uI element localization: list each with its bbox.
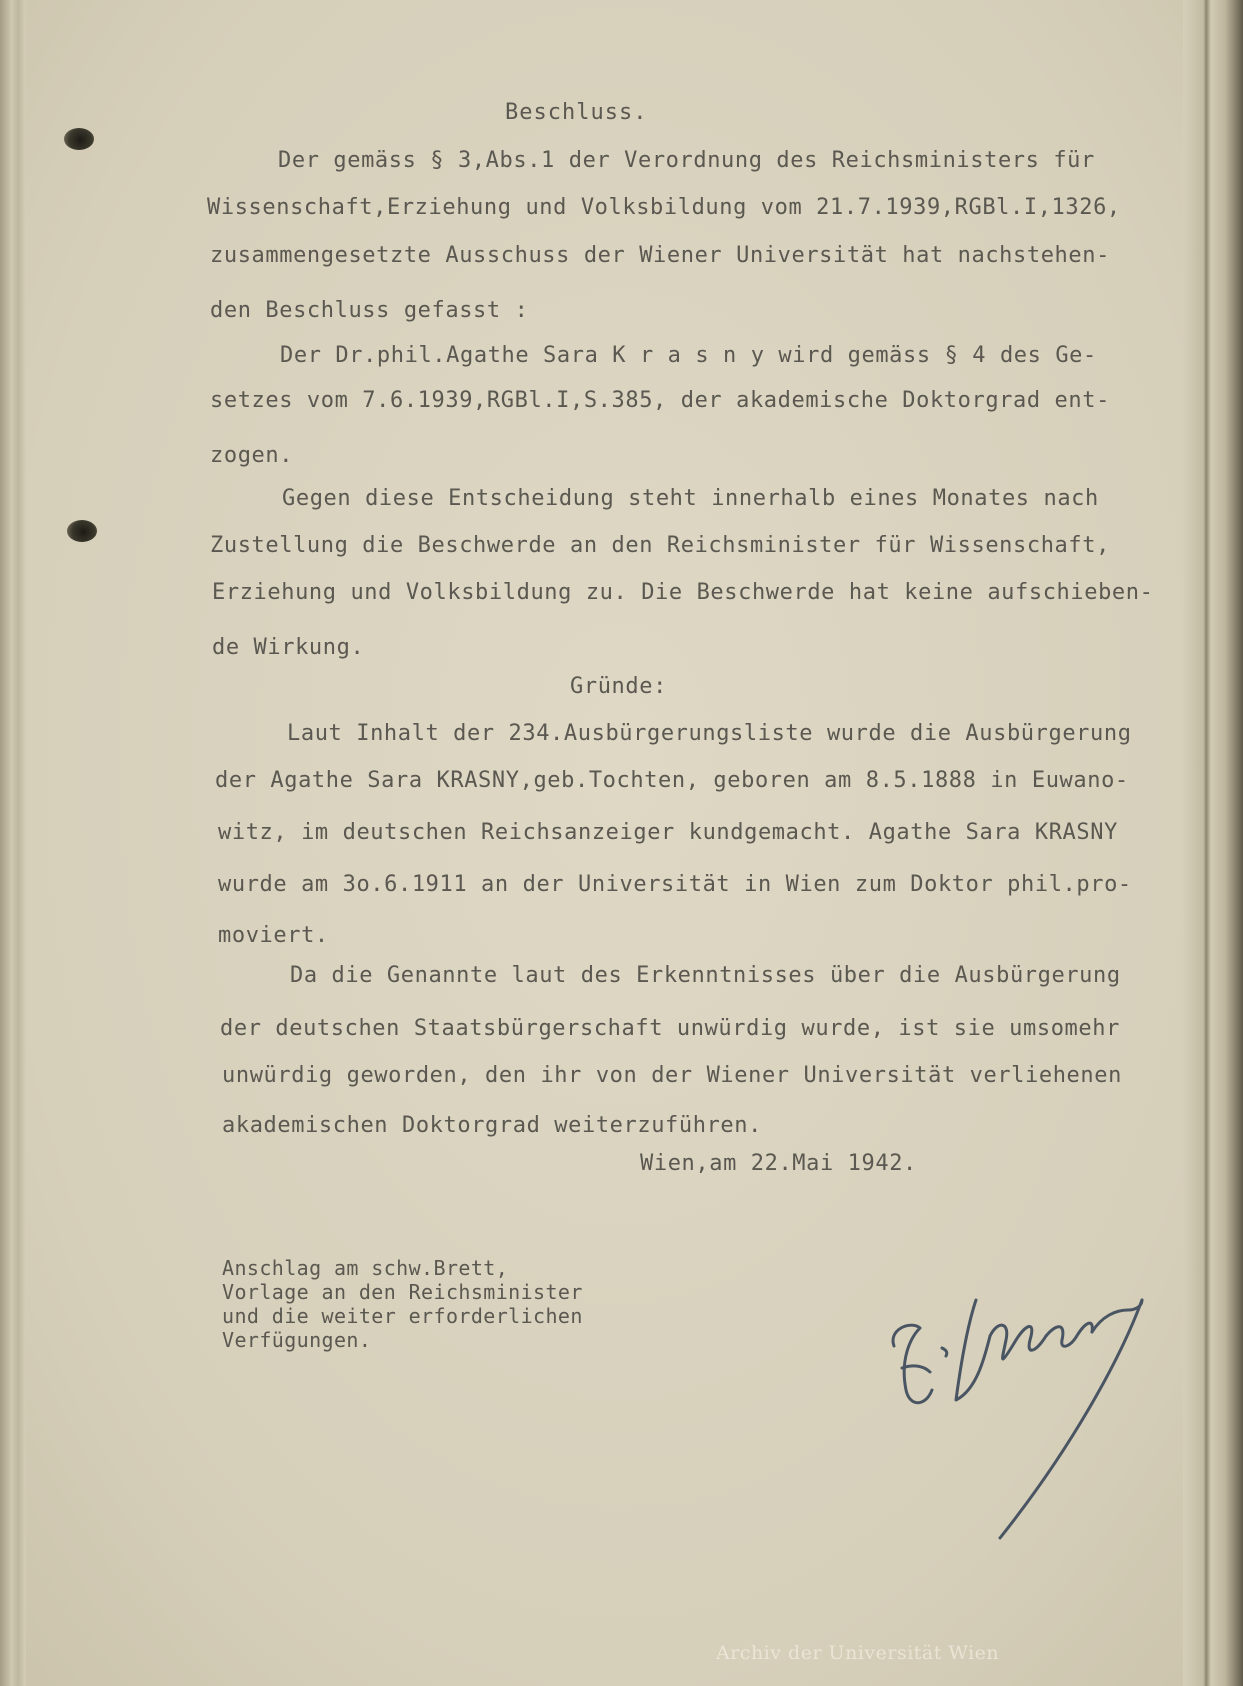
place-date: Wien,am 22.Mai 1942. xyxy=(640,1151,917,1176)
paragraph5-line3: unwürdig geworden, den ihr von der Wiener Universität verliehenen xyxy=(222,1063,1122,1088)
punch-hole-top xyxy=(64,128,94,150)
handwritten-signature xyxy=(880,1240,1170,1550)
paragraph3-line2: Zustellung die Beschwerde an den Reichsminister für Wissenschaft, xyxy=(210,533,1110,558)
paragraph4-line5: moviert. xyxy=(218,923,329,948)
paragraph5-line1: Da die Genannte laut des Erkenntnisses über die Ausbürgerung xyxy=(290,963,1121,988)
note-line4: Verfügungen. xyxy=(222,1328,372,1352)
paragraph4-line2: der Agathe Sara KRASNY,geb.Tochten, geboren am 8.5.1888 in Euwano- xyxy=(215,768,1129,793)
punch-hole-bottom xyxy=(67,520,97,542)
right-page-edge xyxy=(1203,0,1243,1686)
paragraph1-line1: Der gemäss § 3,Abs.1 der Verordnung des Reichsministers für xyxy=(278,148,1095,173)
paragraph5-line2: der deutschen Staatsbürgerschaft unwürdig wurde, ist sie umsomehr xyxy=(220,1016,1120,1041)
paragraph3-line3: Erziehung und Volksbildung zu. Die Beschwerde hat keine aufschieben- xyxy=(212,580,1154,605)
paragraph4-line1: Laut Inhalt der 234.Ausbürgerungsliste wurde die Ausbürgerung xyxy=(287,721,1132,746)
reasons-heading: Gründe: xyxy=(570,674,667,699)
note-line1: Anschlag am schw.Brett, xyxy=(222,1256,509,1280)
note-line3: und die weiter erforderlichen xyxy=(222,1304,583,1328)
paragraph2-line2: setzes vom 7.6.1939,RGBl.I,S.385, der akademische Doktorgrad ent- xyxy=(210,388,1110,413)
right-page-edge-inner xyxy=(1183,0,1203,1686)
paragraph2-line3: zogen. xyxy=(210,443,294,468)
paragraph1-line2: Wissenschaft,Erziehung und Volksbildung vom 21.7.1939,RGBl.I,1326, xyxy=(207,195,1121,220)
archive-watermark: Archiv der Universität Wien xyxy=(716,1642,1000,1664)
paragraph2-line1: Der Dr.phil.Agathe Sara K r a s n y wird gemäss § 4 des Ge- xyxy=(280,343,1097,368)
paragraph5-line4: akademischen Doktorgrad weiterzuführen. xyxy=(222,1113,762,1138)
document-heading: Beschluss. xyxy=(505,100,648,125)
paragraph4-line4: wurde am 3o.6.1911 an der Universität in Wien zum Doktor phil.pro- xyxy=(218,872,1132,897)
paragraph1-line4: den Beschluss gefasst : xyxy=(210,298,529,323)
paragraph4-line3: witz, im deutschen Reichsanzeiger kundgemacht. Agathe Sara KRASNY xyxy=(218,820,1118,845)
note-line2: Vorlage an den Reichsminister xyxy=(222,1280,583,1304)
left-page-edge xyxy=(0,0,26,1686)
paragraph3-line1: Gegen diese Entscheidung steht innerhalb eines Monates nach xyxy=(282,486,1099,511)
paragraph3-line4: de Wirkung. xyxy=(212,635,365,660)
paragraph1-line3: zusammengesetzte Ausschuss der Wiener Universität hat nachstehen- xyxy=(210,243,1110,268)
